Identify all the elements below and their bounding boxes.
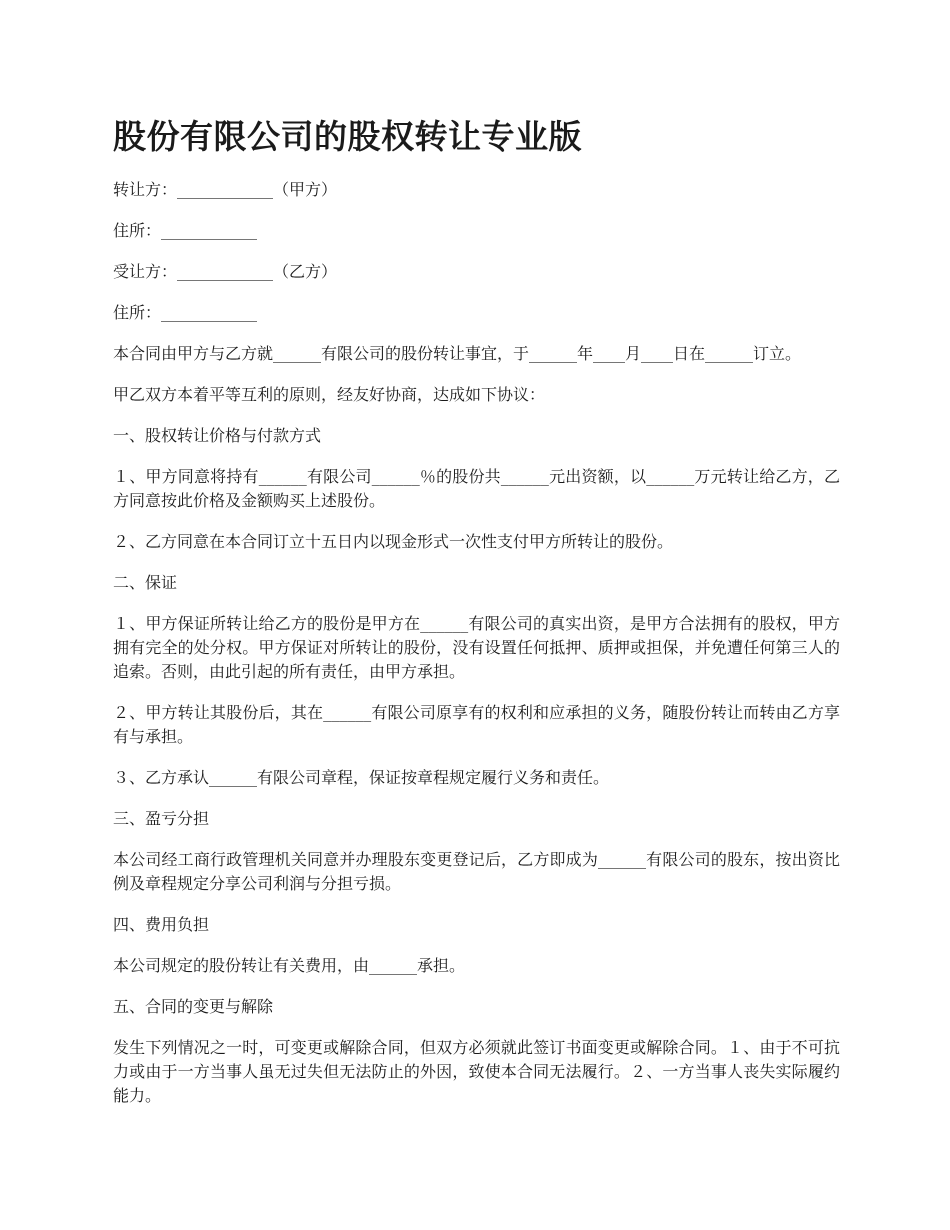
transferee-address-line: 住所：____________ [113,303,258,322]
document-title: 股份有限公司的股权转让专业版 [113,117,582,156]
document-body [113,178,840,1125]
transferor-address-line: 住所：____________ [113,221,258,240]
transferee-line: 受让方：____________（乙方） [113,262,338,281]
section-heading-expenses: 四、费用负担 [113,915,210,934]
clause-paragraph: ２、甲方转让其股份后，其在______有限公司原享有的权利和应承担的义务，随股份转让而转由乙方享有与承担。 [113,703,840,746]
clause-paragraph: 本公司经工商行政管理机关同意并办理股东变更登记后，乙方即成为______有限公司的股东，按出资比例及章程规定分享公司利润与分担亏损。 [113,850,840,893]
clause-paragraph: 发生下列情况之一时，可变更或解除合同，但双方必须就此签订书面变更或解除合同。１、由于不可抗力或由于一方当事人虽无过失但无法防止的外因，致使本合同无法履行。２、一方当事人丧失实际履约能力。 [113,1038,840,1105]
clause-paragraph: ３、乙方承认______有限公司章程，保证按章程规定履行义务和责任。 [113,768,610,787]
agreement-preamble: 甲乙双方本着平等互利的原则，经友好协商，达成如下协议： [113,385,546,404]
clause-paragraph: １、甲方保证所转让给乙方的股份是甲方在______有限公司的真实出资，是甲方合法拥有的股权，甲方拥有完全的处分权。甲方保证对所转让的股份，没有设置任何抵押、质押或担保，并免遭任何第三人的追索。否则，由此引起的所有责任，由甲方承担。 [113,614,840,681]
transferor-line: 转让方：____________（甲方） [113,180,338,199]
section-heading-price-payment: 一、股权转让价格与付款方式 [113,426,322,445]
clause-paragraph: 本公司规定的股份转让有关费用，由______承担。 [113,956,466,975]
contract-intro-paragraph: 本合同由甲方与乙方就______有限公司的股份转让事宜，于______年____月____日在______订立。 [113,344,802,363]
section-heading-profit-loss: 三、盈亏分担 [113,809,210,828]
section-heading-change-termination: 五、合同的变更与解除 [113,997,274,1016]
section-heading-guarantee: 二、保证 [113,573,178,592]
clause-paragraph: １、甲方同意将持有______有限公司______％的股份共______元出资额，以______万元转让给乙方，乙方同意按此价格及金额购买上述股份。 [113,467,840,510]
clause-paragraph: ２、乙方同意在本合同订立十五日内以现金形式一次性支付甲方所转让的股份。 [113,532,674,551]
